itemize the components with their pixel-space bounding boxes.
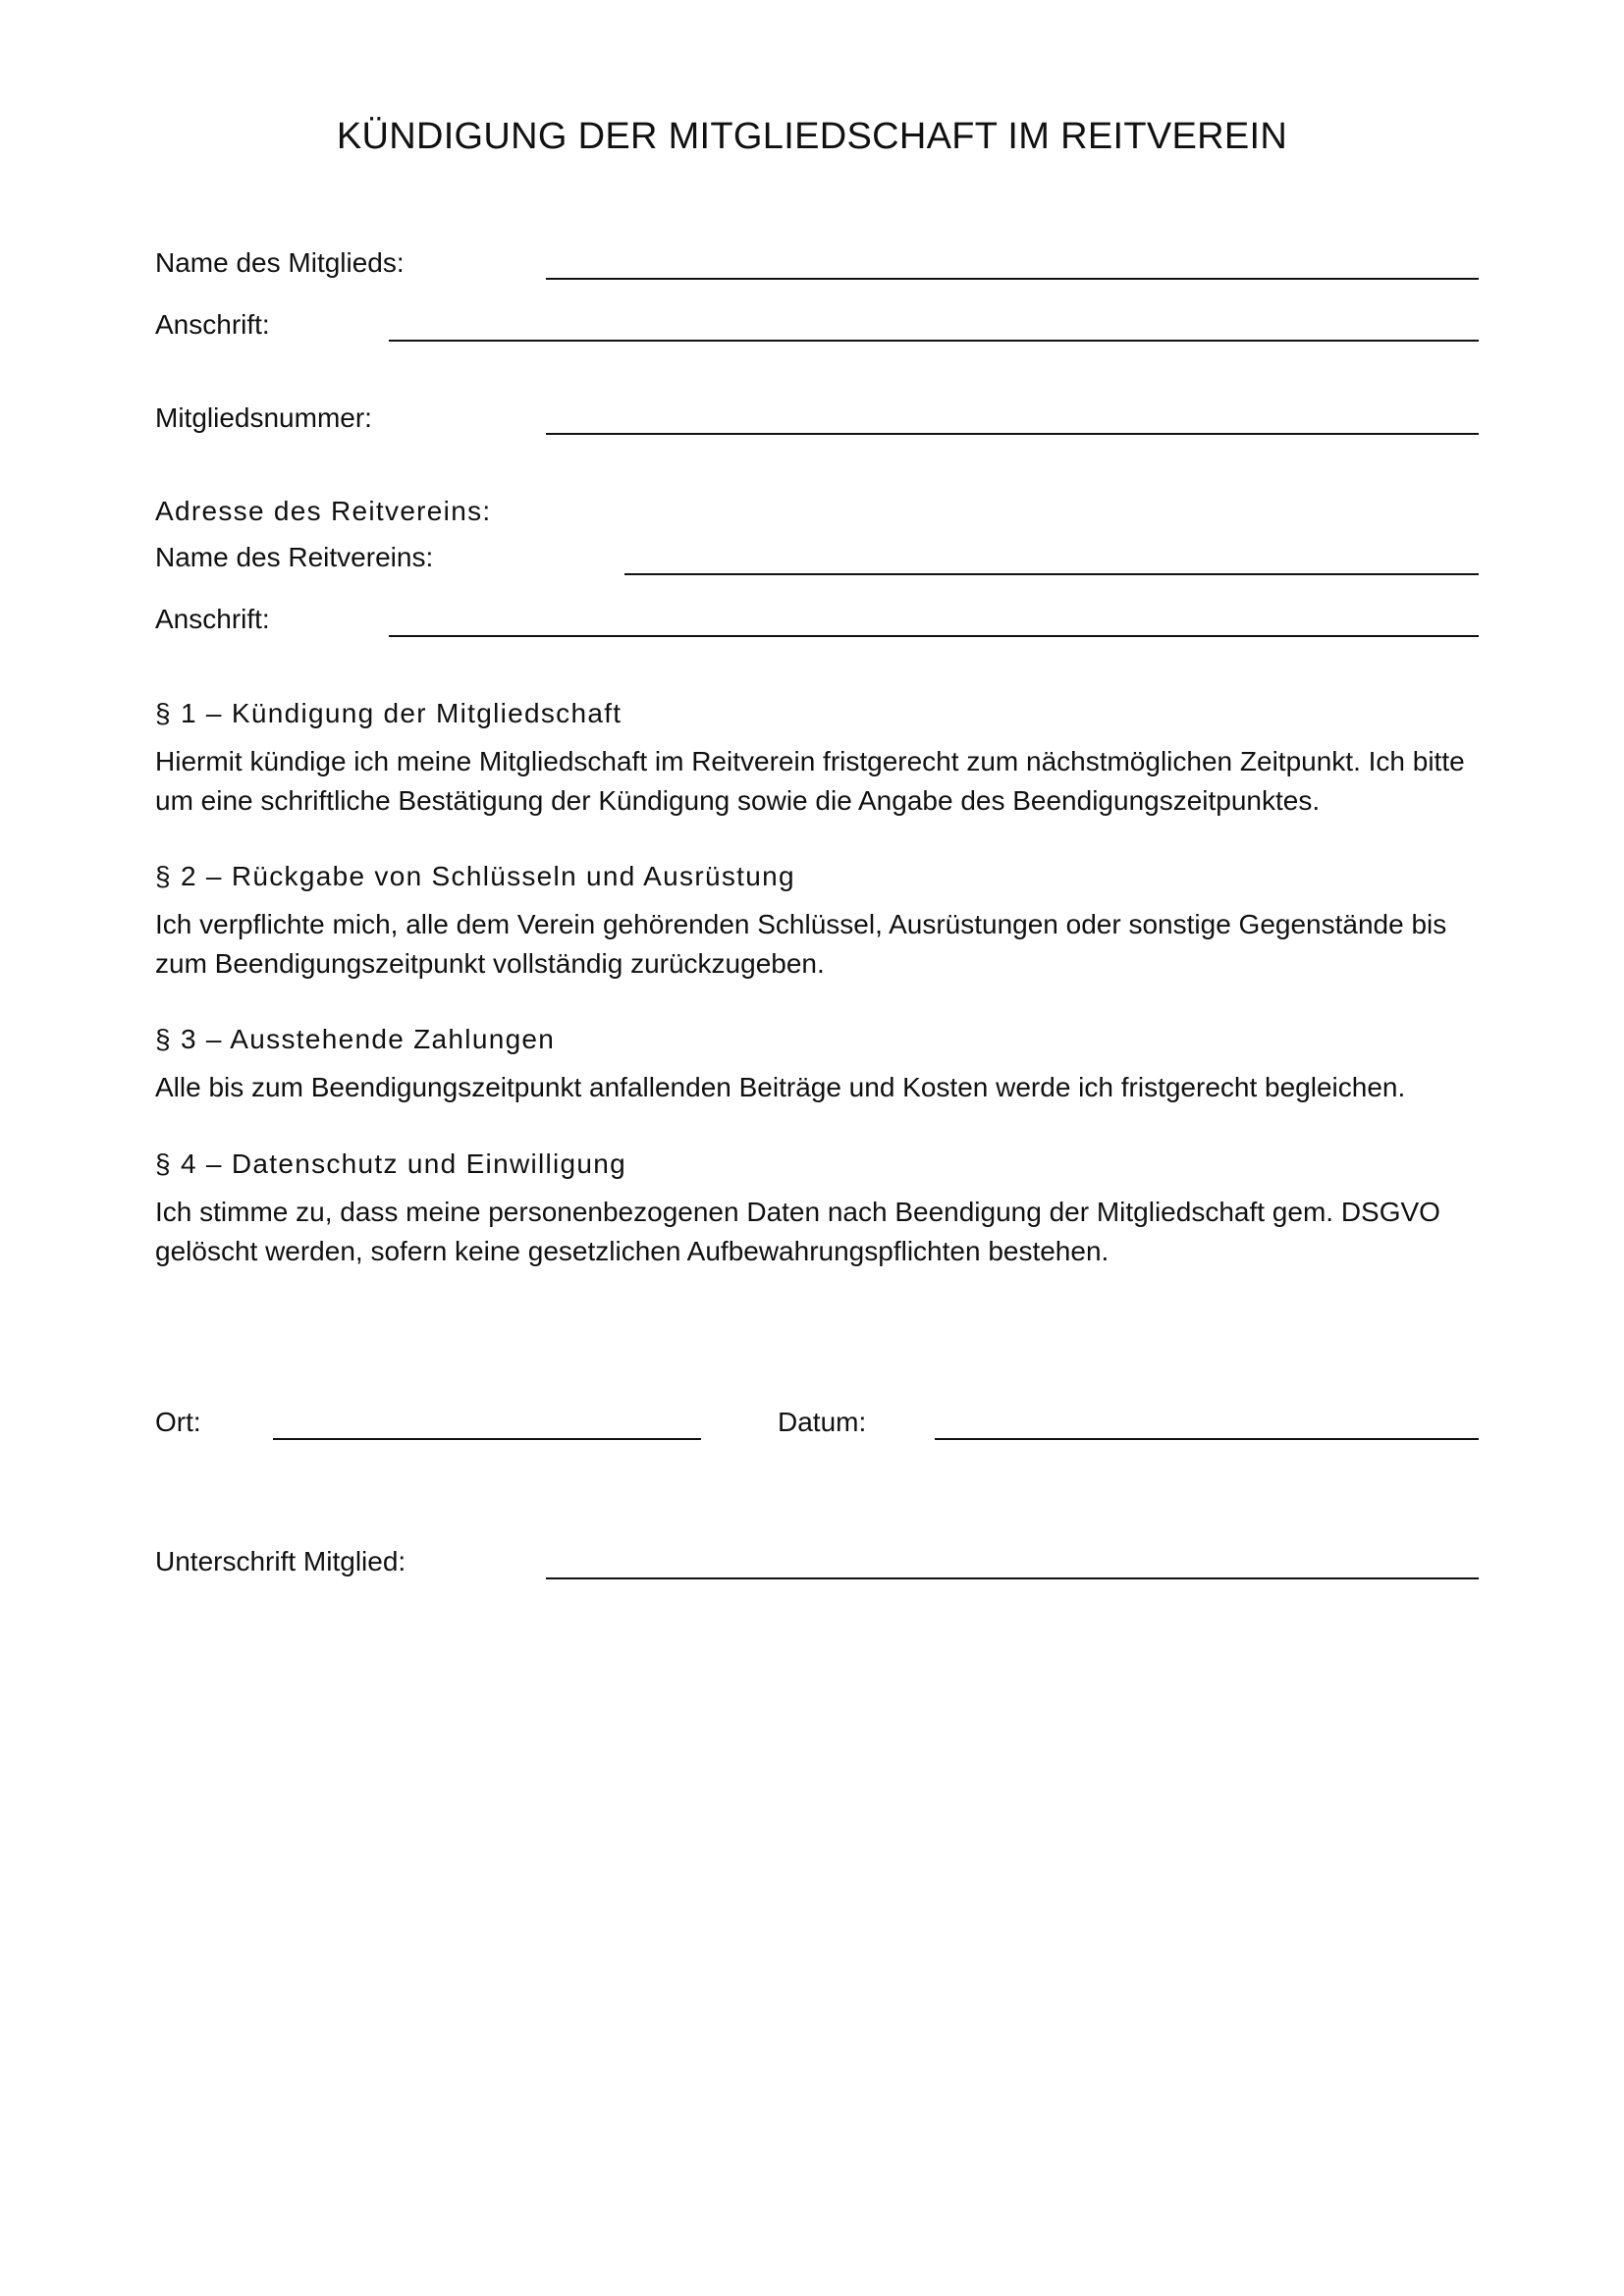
- section-4-heading: § 4 – Datenschutz und Einwilligung: [155, 1148, 627, 1179]
- section-4-text: Ich stimme zu, dass meine personenbezogenen Daten nach Beendigung der Mitgliedschaft gem. DSGVO gelöscht werden, sofern keine gesetzlichen Aufbewahrungspflichten bestehen.: [155, 1197, 1440, 1266]
- section-3-heading: § 3 – Ausstehende Zahlungen: [155, 1024, 556, 1054]
- member-number-label: Mitgliedsnummer:: [155, 402, 372, 433]
- date-field[interactable]: [935, 1438, 1479, 1440]
- place-field[interactable]: [273, 1438, 701, 1440]
- member-address-label: Anschrift:: [155, 309, 270, 340]
- section-1-text: Hiermit kündige ich meine Mitgliedschaft im Reitverein fristgerecht zum nächstmöglichen Zeitpunkt. Ich bitte um eine schriftliche Bestätigung der Kündigung sowie die Angabe des Beendigungszeitpunktes.: [155, 746, 1465, 816]
- section-2-heading: § 2 – Rückgabe von Schlüsseln und Ausrüstung: [155, 861, 795, 891]
- signature-field[interactable]: [546, 1577, 1479, 1579]
- member-address-field[interactable]: [389, 340, 1479, 342]
- document-title: KÜNDIGUNG DER MITGLIEDSCHAFT IM REITVEREIN: [336, 116, 1288, 157]
- club-address-label: Anschrift:: [155, 604, 270, 634]
- member-number-field[interactable]: [546, 433, 1479, 435]
- member-name-label: Name des Mitglieds:: [155, 247, 405, 278]
- club-section-label: Adresse des Reitvereins:: [155, 496, 492, 526]
- section-1-heading: § 1 – Kündigung der Mitgliedschaft: [155, 698, 623, 728]
- member-name-field[interactable]: [546, 278, 1479, 280]
- place-label: Ort:: [155, 1407, 201, 1437]
- club-name-field[interactable]: [624, 573, 1479, 575]
- date-label: Datum:: [778, 1407, 867, 1437]
- section-3-text: Alle bis zum Beendigungszeitpunkt anfallenden Beiträge und Kosten werde ich fristgerecht begleichen.: [155, 1072, 1406, 1102]
- club-address-field[interactable]: [389, 635, 1479, 637]
- signature-label: Unterschrift Mitglied:: [155, 1546, 406, 1576]
- section-2-text: Ich verpflichte mich, alle dem Verein gehörenden Schlüssel, Ausrüstungen oder sonstige Gegenstände bis zum Beendigungszeitpunkt vollständig zurückzugeben.: [155, 909, 1447, 979]
- club-name-label: Name des Reitvereins:: [155, 542, 434, 572]
